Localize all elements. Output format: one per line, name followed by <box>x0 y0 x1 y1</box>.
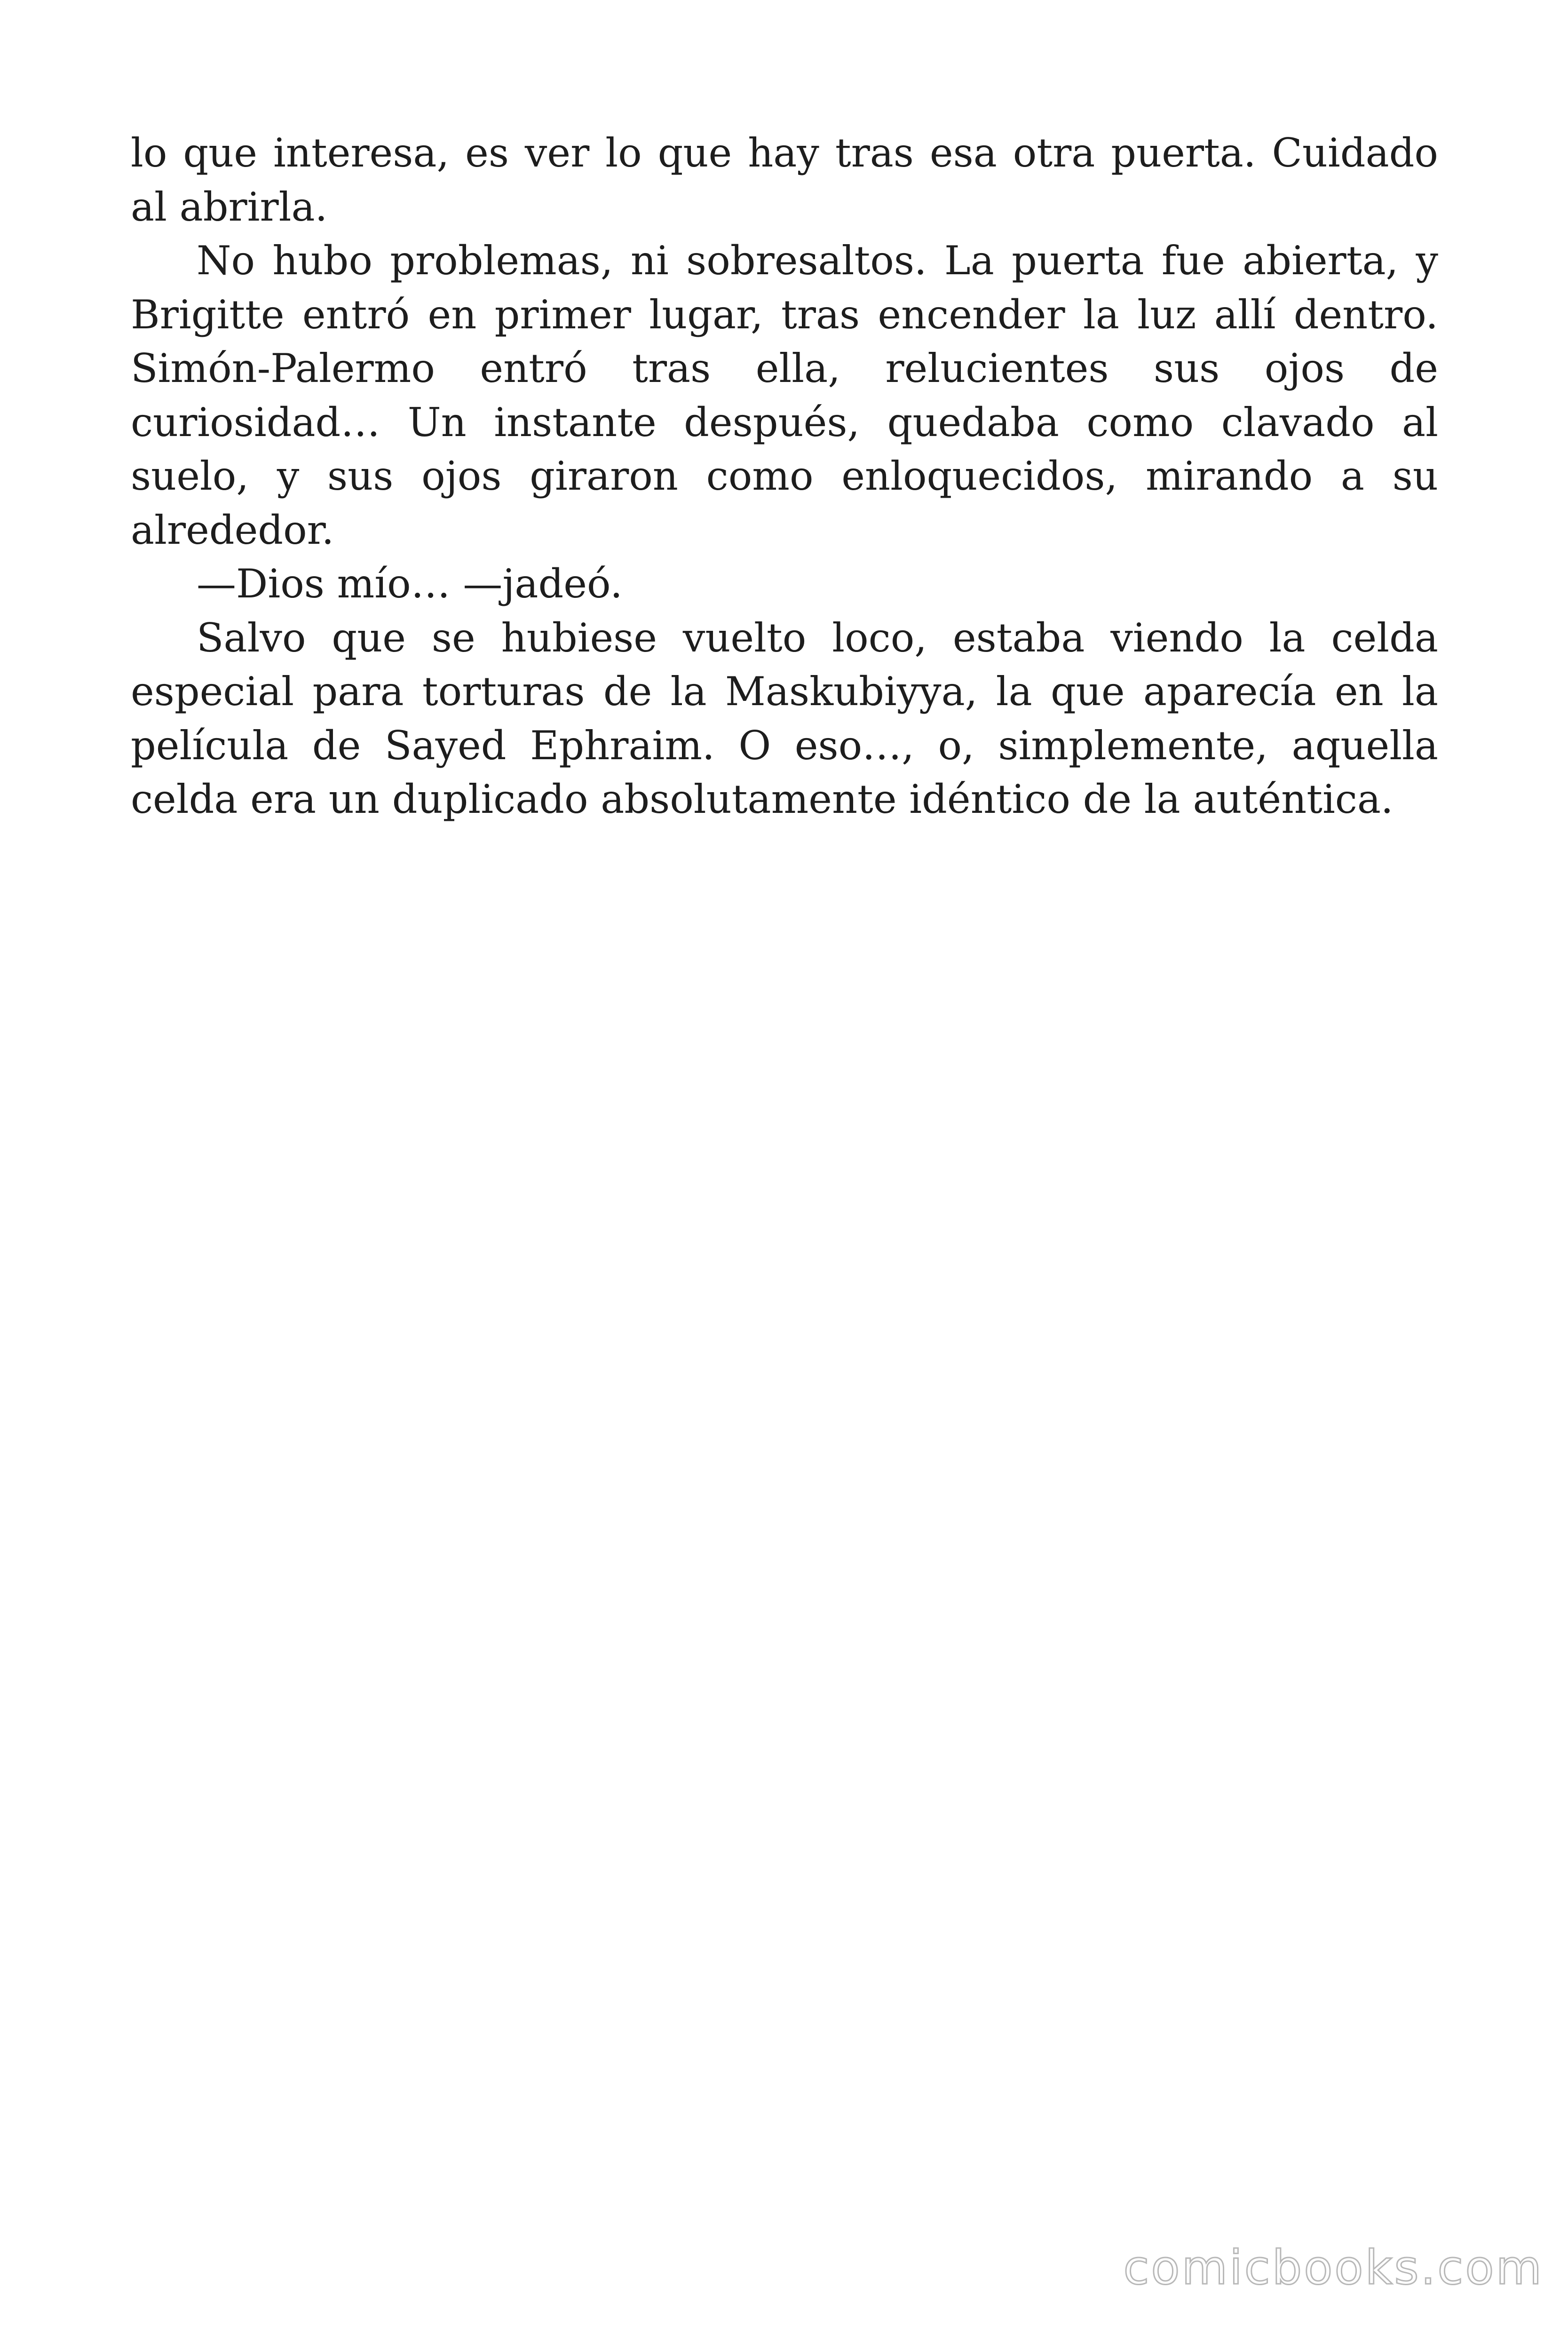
paragraph: Salvo que se hubiese vuelto loco, estaba viendo la celda especial para torturas de la Maskubiyya, la que aparecía en la película de Sayed Ephraim. O eso…, o, simplemente, aquella celda era un duplicado absolutamente idéntico de la auténtica. <box>131 614 1438 822</box>
body-text <box>131 126 1438 826</box>
paragraph-continuation: lo que interesa, es ver lo que hay tras esa otra puerta. Cuidado al abrirla. <box>131 130 1438 230</box>
watermark-text: comicbooks.com <box>1123 2240 1544 2295</box>
paragraph-dialogue: —Dios mío… —jadeó. <box>197 561 623 607</box>
paragraph: No hubo problemas, ni sobresaltos. La puerta fue abierta, y Brigitte entró en primer lugar, tras encender la luz allí dentro. Simón-Palermo entró tras ella, relucientes sus ojos de curiosidad… Un instante después, quedaba como clavado al suelo, y sus ojos giraron como enloquecidos, mirando a su alrededor. <box>131 238 1438 553</box>
